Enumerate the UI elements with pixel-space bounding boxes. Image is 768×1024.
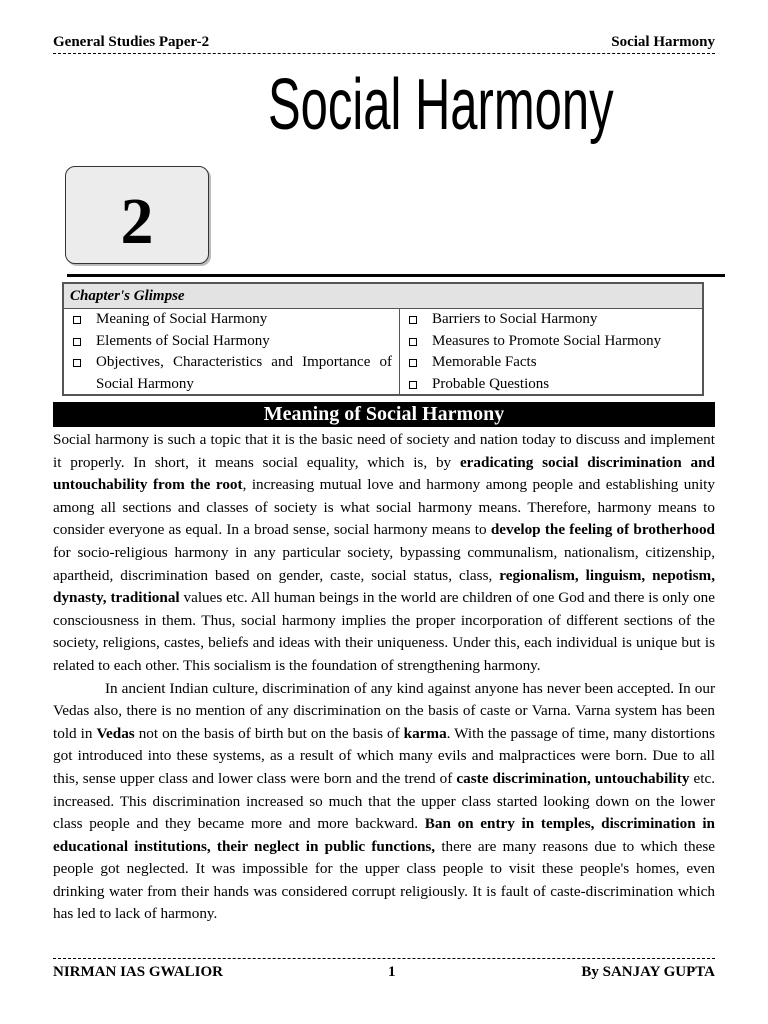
title-rule [67, 274, 725, 277]
glimpse-item [64, 352, 399, 395]
checkbox-bullet-icon [73, 316, 81, 324]
running-header-left: General Studies Paper-2 [53, 34, 210, 50]
checkbox-bullet-icon [73, 359, 81, 367]
checkbox-bullet-icon [409, 359, 417, 367]
text-run: for socio-religious harmony in any particular society, bypassing communalism, nationalism, citizenship, apartheid, discrimination based on gender, caste, social status, class, [53, 543, 715, 584]
text-run: . With the passage of time, many distortions got introduced into these systems, as a result of which many evils and malpractices were born. Due to all this, sense upper class and lower class were born and the trend of [53, 724, 715, 787]
footer-divider [53, 958, 715, 959]
glimpse-item [400, 331, 702, 353]
glimpse-item [400, 374, 702, 396]
chapter-title: Social Harmony [268, 65, 614, 145]
body-paragraph [53, 678, 715, 927]
chapter-number: 2 [120, 185, 154, 258]
glimpse-item [400, 352, 702, 374]
checkbox-bullet-icon [409, 338, 417, 346]
glimpse-item-label: Probable Questions [432, 375, 550, 392]
text-run: etc. increased. This discrimination increased so much that the upper class started looking down on the lower class people and they became more and more backward. [53, 769, 715, 833]
text-run: , increasing mutual love and harmony among people and establishing unity among all sections and classes of society is what social harmony means. Therefore, harmony means to consider everyone as equal. In a broad sense, social harmony means to [53, 476, 715, 539]
page-number: 1 [388, 964, 396, 980]
glimpse-item-label: Elements of Social Harmony [96, 332, 270, 349]
body-paragraph [53, 429, 715, 678]
glimpse-right-column [400, 309, 702, 395]
glimpse-item [400, 309, 702, 331]
header-divider [53, 53, 715, 54]
glimpse-item [64, 309, 399, 331]
chapter-number-box [65, 166, 209, 264]
glimpse-item-label: Barriers to Social Harmony [432, 311, 598, 327]
running-header-right: Social Harmony [611, 34, 715, 50]
glimpse-item-label: Memorable Facts [432, 354, 537, 370]
bold-text-run: Vedas [96, 724, 135, 742]
bold-text-run: eradicating social discrimination and untouchability from the root [53, 453, 715, 494]
bold-text-run: develop the feeling of brotherhood [490, 521, 715, 539]
text-run: values etc. All human beings in the world are children of one God and there is only one consciousness in them. Thus, social harmony implies the proper incorporation of different sections of the society, religions, castes, beliefs and ideas with their uniqueness. Under this, each individual is unique but is related to each other. This socialism is the foundation of strengthening harmony. [53, 589, 716, 674]
text-run: Social harmony is such a topic that it is the basic need of society and nation today to discuss and implement it properly. In short, it means social equality, which is, by [53, 431, 715, 471]
glimpse-item-label: Measures to Promote Social Harmony [432, 332, 662, 349]
chapter-glimpse-table [62, 282, 704, 396]
footer-right: By SANJAY GUPTA [581, 964, 715, 980]
checkbox-bullet-icon [409, 381, 417, 389]
glimpse-left-column [64, 309, 400, 395]
text-run: In ancient Indian culture, discrimination of any kind against anyone has never been accepted. In our Vedas also, there is no mention of any discrimination on the basis of caste or Varna. Varna system has been told in [53, 679, 715, 742]
glimpse-heading: Chapter's Glimpse [64, 284, 702, 309]
section-heading: Meaning of Social Harmony [53, 402, 715, 427]
bold-text-run: regionalism, linguism, nepotism, dynasty, traditional [53, 566, 715, 607]
bold-text-run: caste discrimination, untouchability [456, 769, 690, 787]
text-run: there are many reasons due to which these people got neglected. It was impossible for the upper class people to visit these people's homes, even drinking water from their hands was considered corrupt religiously. It is fault of caste-discrimination which has led to lack of harmony. [53, 837, 716, 923]
bold-text-run: Ban on entry in temples, discrimination in educational institutions, their neglect in public functions, [53, 815, 715, 855]
bold-text-run: karma [403, 724, 447, 742]
glimpse-item [64, 331, 399, 353]
checkbox-bullet-icon [409, 316, 417, 324]
text-run: not on the basis of birth but on the basis of [134, 724, 404, 742]
footer-left: NIRMAN IAS GWALIOR [53, 964, 224, 980]
body-text [53, 429, 715, 926]
glimpse-item-label: Meaning of Social Harmony [96, 311, 268, 327]
glimpse-item-label: Objectives, Characteristics and Importance of Social Harmony [96, 354, 392, 392]
checkbox-bullet-icon [73, 338, 81, 346]
